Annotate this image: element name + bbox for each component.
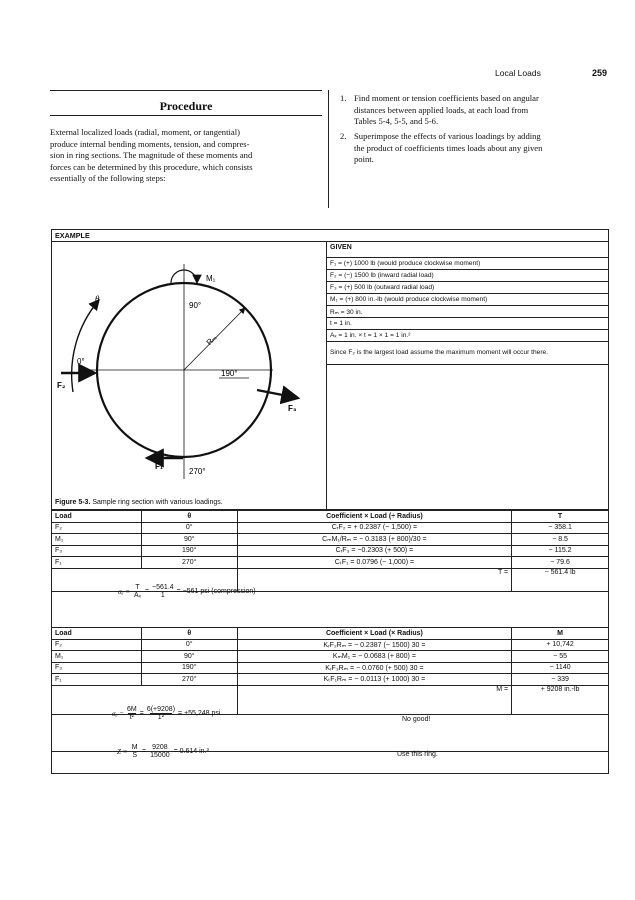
col-header: T (512, 511, 609, 523)
given-row (327, 270, 609, 282)
numerator: 6(+9208) (146, 706, 176, 713)
table-cell: − 79.6 (512, 557, 609, 569)
table-cell: − 339 (512, 674, 609, 686)
table-row (52, 522, 609, 534)
fraction (127, 706, 137, 721)
table-cell: 90° (141, 651, 237, 663)
use-ring-note: Use this ring. (397, 751, 438, 758)
formula-lhs: σₐ = (118, 587, 130, 596)
denominator: 1² (150, 713, 172, 721)
table-cell: KᵣF₂Rₘ = − 0.2387 (− 1500) 30 = (237, 639, 511, 651)
table-cell: 190° (141, 662, 237, 674)
col-header: Load (52, 628, 142, 640)
table-cell: 0° (141, 639, 237, 651)
table-cell: F₁ (52, 557, 142, 569)
table-cell: − 358.1 (512, 522, 609, 534)
table-cell: M₁ (52, 534, 142, 546)
procedure-rule-bottom (50, 115, 322, 116)
given-item: Rₘ = 30 in. (327, 306, 609, 318)
table-row (52, 674, 609, 686)
running-header: Local Loads (495, 68, 541, 78)
f3-arrow (257, 390, 298, 398)
table-header-row (52, 628, 609, 640)
given-row (327, 258, 609, 270)
total-label: M = (496, 685, 509, 693)
denominator: 1 (157, 591, 169, 599)
given-item: F₃ = (+) 500 lb (outward radial load) (327, 282, 609, 294)
procedure-line: produce internal bending moments, tension, and compres- (50, 138, 250, 149)
angle-0-label: 0° (77, 357, 85, 366)
formula-lhs: σₐ = (112, 709, 124, 718)
step-line: Find moment or tension coefficients based on angular (354, 93, 539, 103)
given-item: F₁ = (+) 1000 lb (would produce clockwise moment) (327, 258, 609, 270)
given-title: GIVEN (330, 244, 352, 251)
figure-caption-text: Sample ring section with various loadings. (90, 499, 223, 506)
moment-stress-formula: σₐ = $\frac{6M}{\text{t²}}$ = $\frac{6(+9208)}{\text{1²}}$ = +55,248 psi (112, 706, 221, 721)
step-2 (340, 131, 610, 166)
table-cell: 270° (141, 674, 237, 686)
numerator: 9208 (152, 744, 168, 751)
procedure-line: forces can be determined by this procedure, which consists (50, 161, 253, 172)
given-item: t = 1 in. (327, 318, 609, 330)
angle-90-label: 90° (189, 301, 202, 310)
denominator: 15000 (150, 752, 170, 759)
step-line: distances between applied loads, at each load from (354, 104, 529, 115)
page-number: 259 (592, 68, 608, 78)
procedure-text (50, 127, 322, 185)
example-label: EXAMPLE (55, 231, 90, 240)
procedure-title: Procedure (159, 99, 213, 113)
given-item: F₂ = (−) 1500 lb (inward radial load) (327, 270, 609, 282)
numerator: −561.4 (152, 584, 174, 591)
table-cell: + 10,742 (512, 639, 609, 651)
given-item: Since F₂ is the largest load assume the maximum moment will occur there. (327, 342, 609, 365)
theta-label: θ (95, 294, 100, 304)
fraction (147, 706, 175, 721)
procedure-line: sion in ring sections. The magnitude of these moments and (50, 150, 253, 161)
table-cell: CᵣF₂ = + 0.2387 (− 1,500) = (237, 522, 511, 534)
theta-arrow (72, 300, 99, 392)
step-1 (340, 93, 610, 128)
given-row (327, 318, 609, 330)
table-cell: 0° (141, 522, 237, 534)
table-row (52, 651, 609, 663)
table-cell: M₁ (52, 651, 142, 663)
step-line: Tables 5-4, 5-5, and 5-6. (354, 116, 439, 127)
table-row (52, 662, 609, 674)
numerator: 6M (126, 706, 137, 713)
fraction (130, 744, 139, 759)
given-row (327, 306, 609, 318)
col-header: θ (141, 628, 237, 640)
table-cell: F₁ (52, 674, 142, 686)
col-header: θ (141, 511, 237, 523)
total-value: + 9208 in.-lb (512, 685, 609, 714)
table-header-row (52, 511, 609, 523)
col-header: Coefficient × Load (× Radius) (237, 628, 511, 640)
table-cell: − 1140 (512, 662, 609, 674)
table-row (52, 545, 609, 557)
column-divider (328, 90, 329, 208)
step-number: 1. (340, 93, 347, 103)
angle-270-label: 270° (189, 467, 206, 476)
table-cell: 90° (141, 534, 237, 546)
given-row (327, 282, 609, 294)
no-good-note: No good! (402, 716, 431, 723)
table-cell: KₘM₁ = − 0.0683 (+ 800) = (237, 651, 511, 663)
table-cell: KₜF₁Rₘ = − 0.0113 (+ 1000) 30 = (237, 674, 511, 686)
table-cell: F₂ (52, 522, 142, 534)
total-value: − 561.4 lb (512, 568, 609, 591)
radius-label: Rₘ (204, 333, 219, 348)
f2-label: F₂ (57, 381, 66, 390)
denominator: S (132, 752, 138, 759)
given-row (327, 342, 609, 365)
fraction (152, 584, 174, 599)
step-line: point. (354, 154, 374, 165)
denominator: Aₓ (133, 592, 141, 599)
given-row (327, 294, 609, 306)
procedure-rule-top (50, 90, 322, 91)
col-header: M (512, 628, 609, 640)
table-cell: F₃ (52, 662, 142, 674)
numerator: T (135, 584, 140, 591)
section-modulus-formula: Z = $\frac{M}{S}$ = $\frac{9208}{15000}$ = 0.614 in.³ (117, 744, 209, 759)
figure-caption (55, 499, 223, 506)
formula-result: = +55,248 psi (178, 710, 221, 717)
fraction (133, 584, 142, 599)
m1-label: M₁ (206, 274, 216, 283)
col-header: Load (52, 511, 142, 523)
ring-diagram (51, 242, 326, 500)
table-cell: 190° (141, 545, 237, 557)
table-cell: F₃ (52, 545, 142, 557)
total-label: T = (497, 568, 509, 576)
table-cell: CₘM₁/Rₘ = − 0.3183 (+ 800)/30 = (237, 534, 511, 546)
f3-label: F₃ (288, 404, 297, 413)
denominator: t² (129, 714, 134, 721)
moment-table (51, 627, 609, 752)
numerator: M (131, 744, 138, 751)
table-cell: F₂ (52, 639, 142, 651)
procedure-line: essentially of the following steps: (50, 173, 166, 184)
given-item: M₁ = (+) 800 in.-lb (would produce clockwise moment) (327, 294, 609, 306)
formula-lhs: Z = (117, 747, 128, 756)
table-row (52, 557, 609, 569)
tension-stress-formula: σₐ = $\frac{T}{\text{Aₓ}}$ = $\frac{-561.4}{1}$ = −561 psi (compression) (118, 584, 256, 599)
formula-result: = −561 psi (compression) (176, 588, 256, 595)
tension-table (51, 510, 609, 592)
table-cell: KᵣF₃Rₘ = − 0.0760 (+ 500) 30 = (237, 662, 511, 674)
step-line: the product of coefficients times loads about any given (354, 142, 543, 153)
table-cell: 270° (141, 557, 237, 569)
given-panel (326, 241, 609, 365)
table-row (52, 639, 609, 651)
col-header: Coefficient × Load (÷ Radius) (237, 511, 511, 523)
table-row (52, 534, 609, 546)
table-cell: CₜF₁ = 0.0796 (− 1,000) = (237, 557, 511, 569)
formula-result: = 0.614 in.³ (173, 748, 209, 755)
fraction (149, 744, 170, 759)
table-cell: − 8.5 (512, 534, 609, 546)
given-row (327, 330, 609, 342)
f1-label: F₁ (155, 462, 164, 471)
step-number: 2. (340, 131, 347, 141)
angle-190-label: 190° (221, 369, 238, 378)
step-line: Superimpose the effects of various loadings by adding (354, 131, 541, 141)
procedure-line: External localized loads (radial, moment, or tangential) (50, 127, 240, 137)
given-item: Aₓ = 1 in. × t = 1 × 1 = 1 in.² (327, 330, 609, 342)
table-cell: − 115.2 (512, 545, 609, 557)
table-cell: − 55 (512, 651, 609, 663)
figure-number: Figure 5-3. (55, 499, 91, 506)
table-cell: CᵣF₃ = −0.2303 (+ 500) = (237, 545, 511, 557)
